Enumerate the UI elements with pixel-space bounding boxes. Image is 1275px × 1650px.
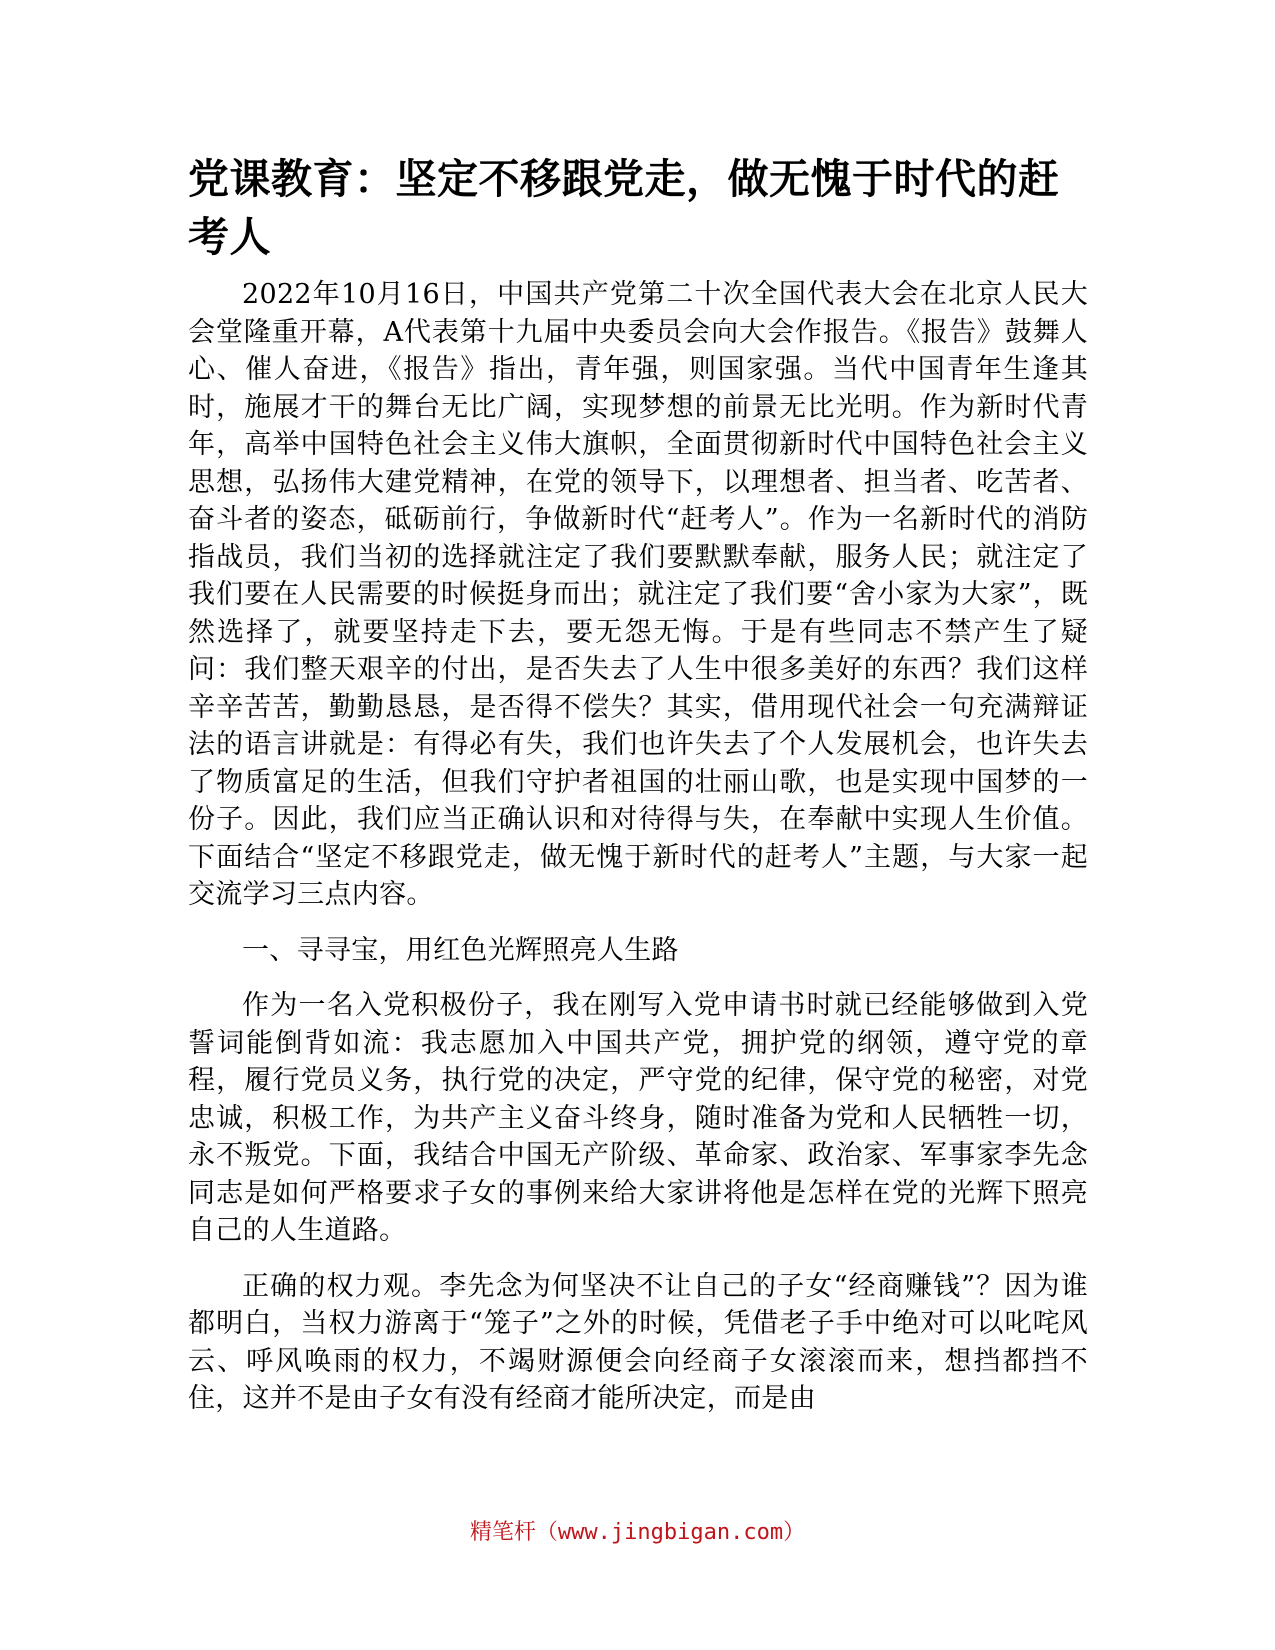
footer-watermark-link[interactable]: 精笔杆（www.jingbigan.com） bbox=[469, 1520, 806, 1545]
power-view-paragraph: 正确的权力观。李先念为何坚决不让自己的子女“经商赚钱”？因为谁都明白，当权力游离于“笼子”之外的时候，凭借老子手中绝对可以叱咤风云、呼风唤雨的权力，不竭财源便会向经商子女滚滚而来，想挡都挡不住，这并不是由子女有没有经商才能所决定，而是由 bbox=[188, 1270, 1088, 1414]
document-title: 党课教育：坚定不移跟党走，做无愧于时代的赶考人 bbox=[188, 155, 1060, 261]
intro-paragraph: 2022年10月16日，中国共产党第二十次全国代表大会在北京人民大会堂隆重开幕，A代表第十九届中央委员会向大会作报告。《报告》鼓舞人心、催人奋进，《报告》指出，青年强，则国家强。当代中国青年生逢其时，施展才干的舞台无比广阔，实现梦想的前景无比光明。作为新时代青年，高举中国特色社会主义伟大旗帜，全面贯彻新时代中国特色社会主义思想，弘扬伟大建党精神，在党的领导下，以理想者、担当者、吃苦者、奋斗者的姿态，砥砺前行，争做新时代“赶考人”。作为一名新时代的消防指战员，我们当初的选择就注定了我们要默默奉献，服务人民；就注定了我们要在人民需要的时候挺身而出；就注定了我们要“舍小家为大家”，既然选择了，就要坚持走下去，要无怨无悔。于是有些同志不禁产生了疑问：我们整天艰辛的付出，是否失去了人生中很多美好的东西？我们这样辛辛苦苦，勤勤恳恳，是否得不偿失？其实，借用现代社会一句充满辩证法的语言讲就是：有得必有失，我们也许失去了个人发展机会，也许失去了物质富足的生活，但我们守护者祖国的壮丽山歌，也是实现中国梦的一份子。因此，我们应当正确认识和对待得与失，在奉献中实现人生价值。下面结合“坚定不移跟党走，做无愧于新时代的赶考人”主题，与大家一起交流学习三点内容。 bbox=[188, 279, 1088, 910]
oath-paragraph: 作为一名入党积极份子，我在刚写入党申请书时就已经能够做到入党誓词能倒背如流：我志愿加入中国共产党，拥护党的纲领，遵守党的章程，履行党员义务，执行党的决定，严守党的纪律，保守党的秘密，对党忠诚，积极工作，为共产主义奋斗终身，随时准备为党和人民牺牲一切，永不叛党。下面，我结合中国无产阶级、革命家、政治家、军事家李先念同志是如何严格要求子女的事例来给大家讲将他是怎样在党的光辉下照亮自己的人生道路。 bbox=[188, 990, 1088, 1246]
section-heading-1: 一、寻寻宝，用红色光辉照亮人生路 bbox=[242, 934, 679, 966]
document-body bbox=[188, 276, 1088, 1436]
